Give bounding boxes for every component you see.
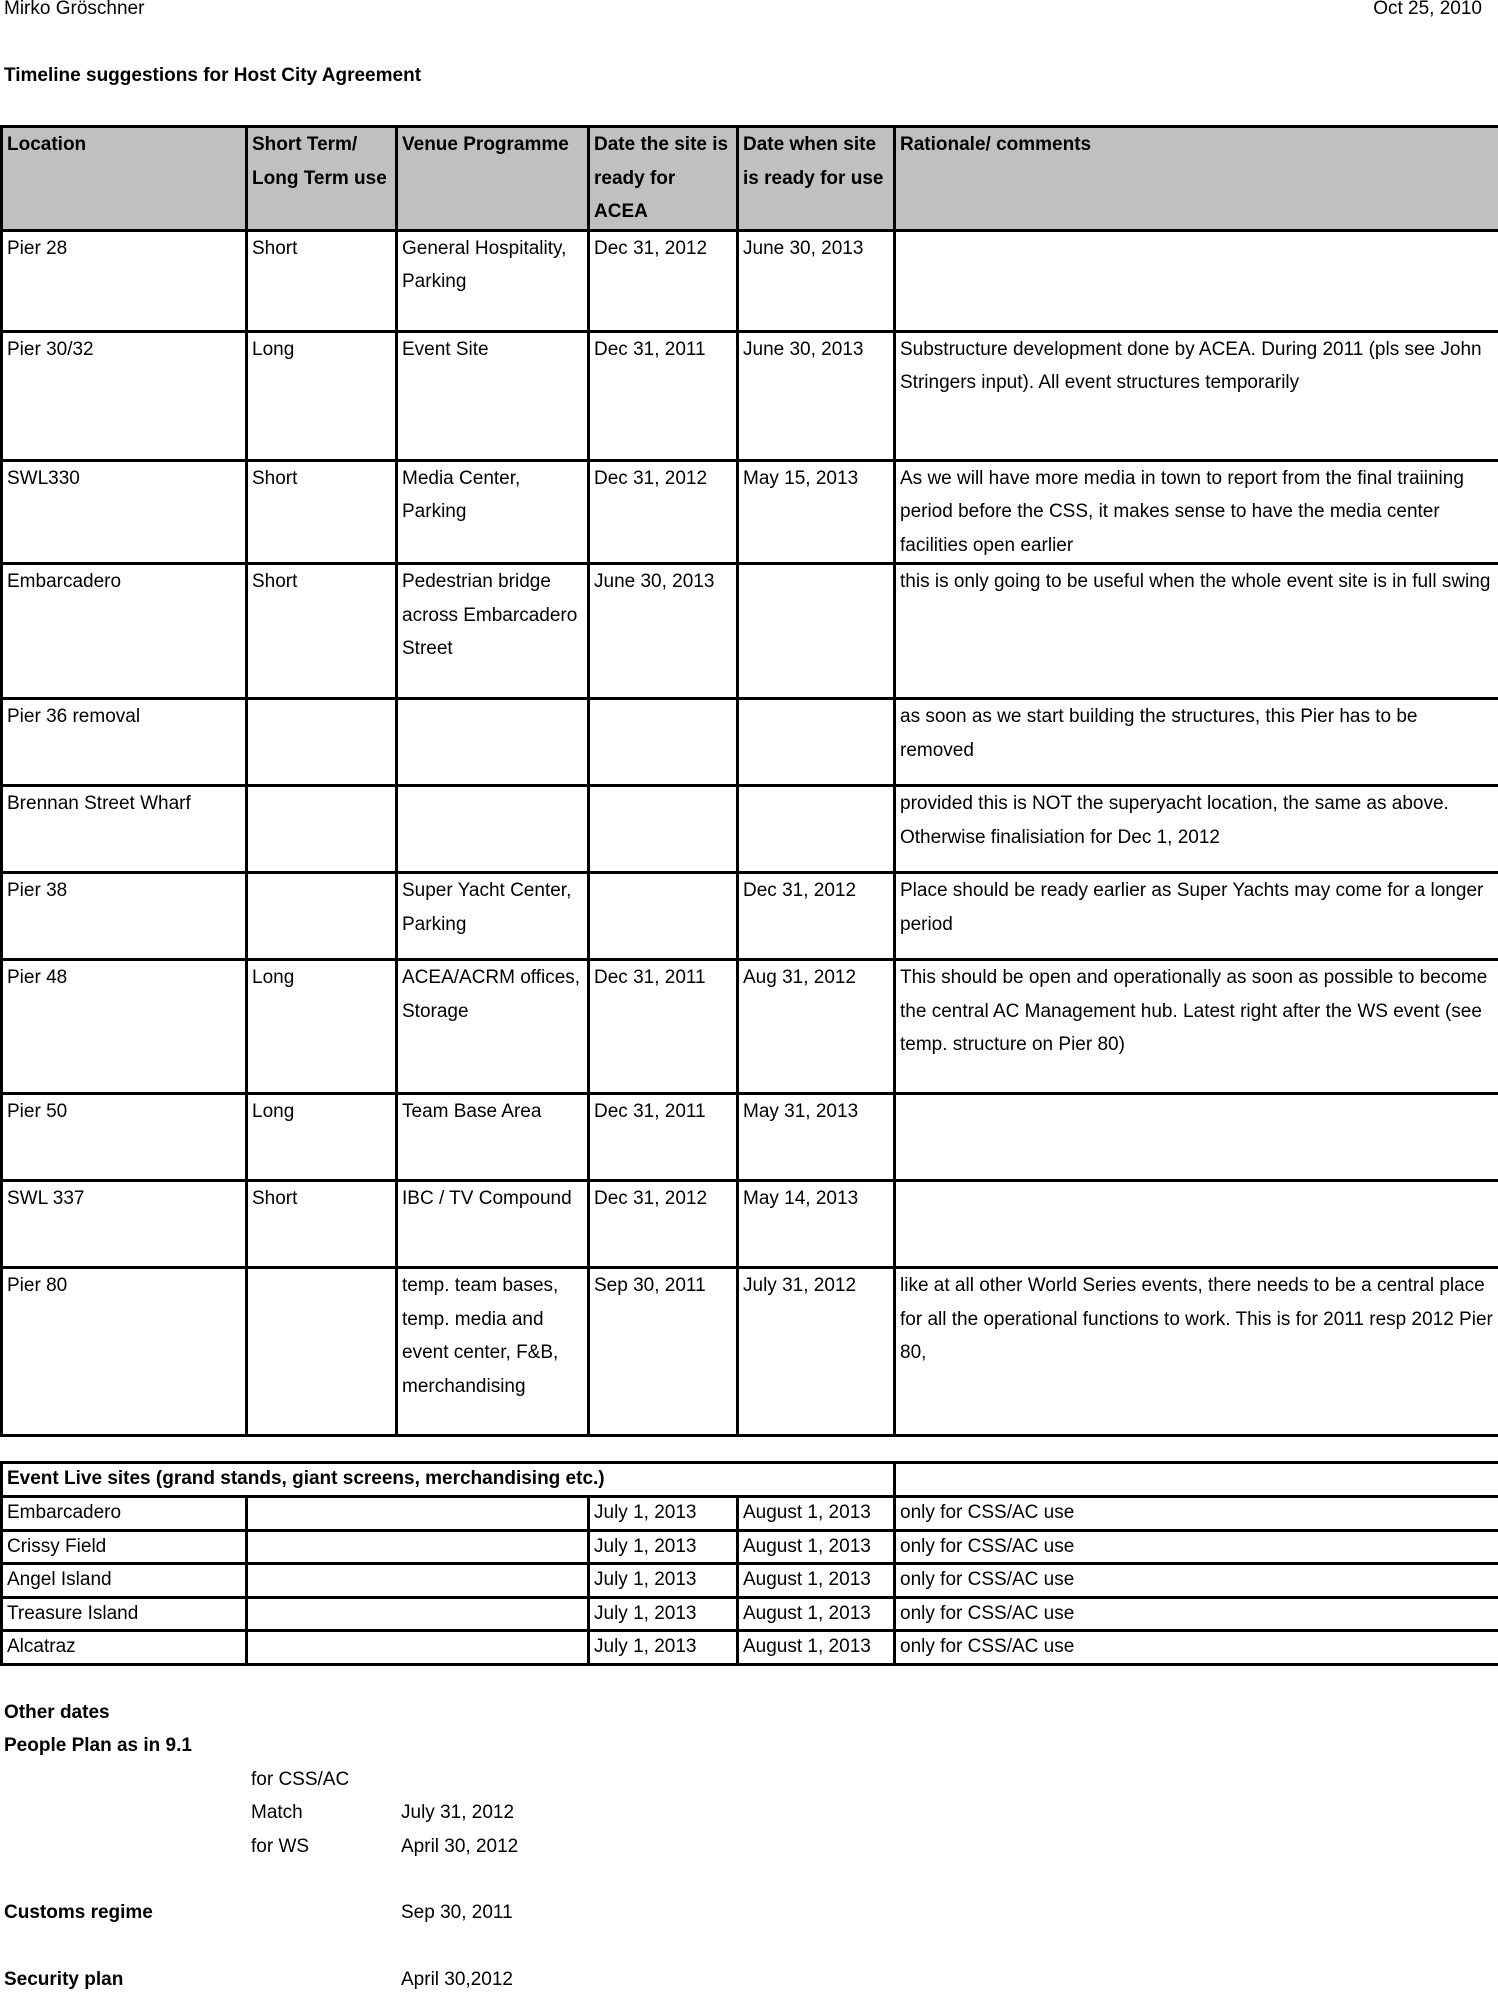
cell-start: July 1, 2013	[589, 1564, 738, 1598]
cell-blank	[247, 1597, 589, 1631]
table-row	[2, 873, 1498, 960]
cell-term: Long	[247, 960, 397, 1094]
cell-comments	[895, 230, 1498, 331]
cell-location: Angel Island	[2, 1564, 247, 1598]
cell-comments: only for CSS/AC use	[895, 1564, 1498, 1598]
cell-term: Long	[247, 331, 397, 460]
cell-use: June 30, 2013	[738, 331, 895, 460]
table-row	[2, 1268, 1498, 1436]
cell-term	[247, 873, 397, 960]
cell-start: July 1, 2013	[589, 1597, 738, 1631]
cell-comments: Place should be ready earlier as Super Yachts may come for a longer period	[895, 873, 1498, 960]
table-row	[2, 331, 1498, 460]
cell-location: Pier 80	[2, 1268, 247, 1436]
event-live-sites-table	[0, 1461, 1498, 1666]
cell-acea: Dec 31, 2012	[589, 460, 738, 564]
table-header-row	[2, 1463, 1498, 1497]
for-css-ac-label: for CSS/AC	[251, 1763, 349, 1797]
document-date: Oct 25, 2010	[1373, 0, 1482, 26]
cell-programme: Event Site	[397, 331, 589, 460]
cell-location: Pier 38	[2, 873, 247, 960]
cell-acea	[589, 699, 738, 786]
cell-use	[738, 699, 895, 786]
document-title: Timeline suggestions for Host City Agreement	[4, 59, 421, 93]
cell-term	[247, 786, 397, 873]
cell-use: July 31, 2012	[738, 1268, 895, 1436]
table-cell	[895, 1463, 1498, 1497]
cell-blank	[247, 1497, 589, 1531]
cell-use	[738, 564, 895, 699]
cell-use	[738, 786, 895, 873]
cell-use: June 30, 2013	[738, 230, 895, 331]
cell-location: Pier 30/32	[2, 331, 247, 460]
cell-location: Alcatraz	[2, 1631, 247, 1665]
cell-programme: Super Yacht Center, Parking	[397, 873, 589, 960]
cell-comments	[895, 1094, 1498, 1181]
cell-use: Dec 31, 2012	[738, 873, 895, 960]
cell-term: Short	[247, 460, 397, 564]
cell-term: Short	[247, 564, 397, 699]
cell-comments: like at all other World Series events, there needs to be a central place for all the operational functions to work. This is for 2011 resp 2012 Pier 80,	[895, 1268, 1498, 1436]
table-row	[2, 460, 1498, 564]
cell-term	[247, 699, 397, 786]
cell-comments: As we will have more media in town to report from the final traiining period before the CSS, it makes sense to have the media center facilities open earlier	[895, 460, 1498, 564]
security-plan-label: Security plan	[4, 1963, 123, 1997]
cell-end: August 1, 2013	[738, 1497, 895, 1531]
table-row	[2, 1094, 1498, 1181]
cell-acea: June 30, 2013	[589, 564, 738, 699]
cell-programme: Pedestrian bridge across Embarcadero Street	[397, 564, 589, 699]
cell-start: July 1, 2013	[589, 1497, 738, 1531]
for-ws-label: for WS	[251, 1830, 309, 1864]
cell-end: August 1, 2013	[738, 1530, 895, 1564]
cell-programme: General Hospitality, Parking	[397, 230, 589, 331]
table-row	[2, 786, 1498, 873]
cell-blank	[247, 1564, 589, 1598]
cell-acea: Sep 30, 2011	[589, 1268, 738, 1436]
cell-location: Pier 28	[2, 230, 247, 331]
cell-comments: as soon as we start building the structures, this Pier has to be removed	[895, 699, 1498, 786]
cell-programme: temp. team bases, temp. media and event center, F&B, merchandising	[397, 1268, 589, 1436]
cell-comments: only for CSS/AC use	[895, 1631, 1498, 1665]
cell-use: May 15, 2013	[738, 460, 895, 564]
cell-comments: only for CSS/AC use	[895, 1530, 1498, 1564]
customs-regime-date: Sep 30, 2011	[401, 1896, 513, 1930]
cell-acea	[589, 873, 738, 960]
table-row	[2, 1181, 1498, 1268]
cell-location: Pier 36 removal	[2, 699, 247, 786]
match-date: July 31, 2012	[401, 1796, 514, 1830]
cell-location: SWL330	[2, 460, 247, 564]
cell-location: Embarcadero	[2, 1497, 247, 1531]
cell-use: May 31, 2013	[738, 1094, 895, 1181]
cell-comments: only for CSS/AC use	[895, 1497, 1498, 1531]
cell-comments	[895, 1181, 1498, 1268]
cell-comments: this is only going to be useful when the whole event site is in full swing	[895, 564, 1498, 699]
cell-blank	[247, 1530, 589, 1564]
cell-acea: Dec 31, 2012	[589, 1181, 738, 1268]
other-dates-heading: Other dates	[4, 1696, 110, 1730]
cell-location: Pier 50	[2, 1094, 247, 1181]
cell-use: Aug 31, 2012	[738, 960, 895, 1094]
people-plan-label: People Plan as in 9.1	[4, 1729, 192, 1763]
cell-acea	[589, 786, 738, 873]
cell-term: Short	[247, 230, 397, 331]
cell-location: Crissy Field	[2, 1530, 247, 1564]
cell-use: May 14, 2013	[738, 1181, 895, 1268]
cell-start: July 1, 2013	[589, 1631, 738, 1665]
column-header: Date when site is ready for use	[738, 127, 895, 231]
cell-acea: Dec 31, 2011	[589, 331, 738, 460]
cell-location: Embarcadero	[2, 564, 247, 699]
ws-date: April 30, 2012	[401, 1830, 518, 1864]
table-row	[2, 1530, 1498, 1564]
cell-programme: Team Base Area	[397, 1094, 589, 1181]
cell-programme: ACEA/ACRM offices, Storage	[397, 960, 589, 1094]
cell-programme: IBC / TV Compound	[397, 1181, 589, 1268]
cell-programme: Media Center, Parking	[397, 460, 589, 564]
cell-acea: Dec 31, 2012	[589, 230, 738, 331]
cell-end: August 1, 2013	[738, 1597, 895, 1631]
cell-comments: This should be open and operationally as soon as possible to become the central AC Management hub. Latest right after the WS event (see temp. structure on Pier 80)	[895, 960, 1498, 1094]
security-plan-date: April 30,2012	[401, 1963, 513, 1997]
cell-comments: provided this is NOT the superyacht location, the same as above. Otherwise finalisiation for Dec 1, 2012	[895, 786, 1498, 873]
cell-location: Treasure Island	[2, 1597, 247, 1631]
table-row	[2, 960, 1498, 1094]
cell-term	[247, 1268, 397, 1436]
cell-term: Short	[247, 1181, 397, 1268]
column-header: Rationale/ comments	[895, 127, 1498, 231]
table-row	[2, 1497, 1498, 1531]
match-label: Match	[251, 1796, 303, 1830]
author-name: Mirko Gröschner	[4, 0, 144, 26]
table-row	[2, 564, 1498, 699]
cell-acea: Dec 31, 2011	[589, 1094, 738, 1181]
cell-location: SWL 337	[2, 1181, 247, 1268]
customs-regime-label: Customs regime	[4, 1896, 153, 1930]
column-header: Venue Programme	[397, 127, 589, 231]
cell-programme	[397, 786, 589, 873]
table-header-row	[2, 127, 1498, 231]
cell-blank	[247, 1631, 589, 1665]
live-sites-header: Event Live sites (grand stands, giant screens, merchandising etc.)	[2, 1463, 895, 1497]
cell-location: Brennan Street Wharf	[2, 786, 247, 873]
timeline-table	[0, 125, 1498, 1437]
cell-location: Pier 48	[2, 960, 247, 1094]
column-header: Date the site is ready for ACEA	[589, 127, 738, 231]
table-row	[2, 1597, 1498, 1631]
cell-programme	[397, 699, 589, 786]
table-row	[2, 1564, 1498, 1598]
column-header: Location	[2, 127, 247, 231]
column-header: Short Term/ Long Term use	[247, 127, 397, 231]
table-row	[2, 699, 1498, 786]
cell-end: August 1, 2013	[738, 1631, 895, 1665]
cell-end: August 1, 2013	[738, 1564, 895, 1598]
table-row	[2, 230, 1498, 331]
cell-acea: Dec 31, 2011	[589, 960, 738, 1094]
table-row	[2, 1631, 1498, 1665]
cell-term: Long	[247, 1094, 397, 1181]
cell-comments: only for CSS/AC use	[895, 1597, 1498, 1631]
cell-start: July 1, 2013	[589, 1530, 738, 1564]
cell-comments: Substructure development done by ACEA. During 2011 (pls see John Stringers input). All event structures temporarily	[895, 331, 1498, 460]
